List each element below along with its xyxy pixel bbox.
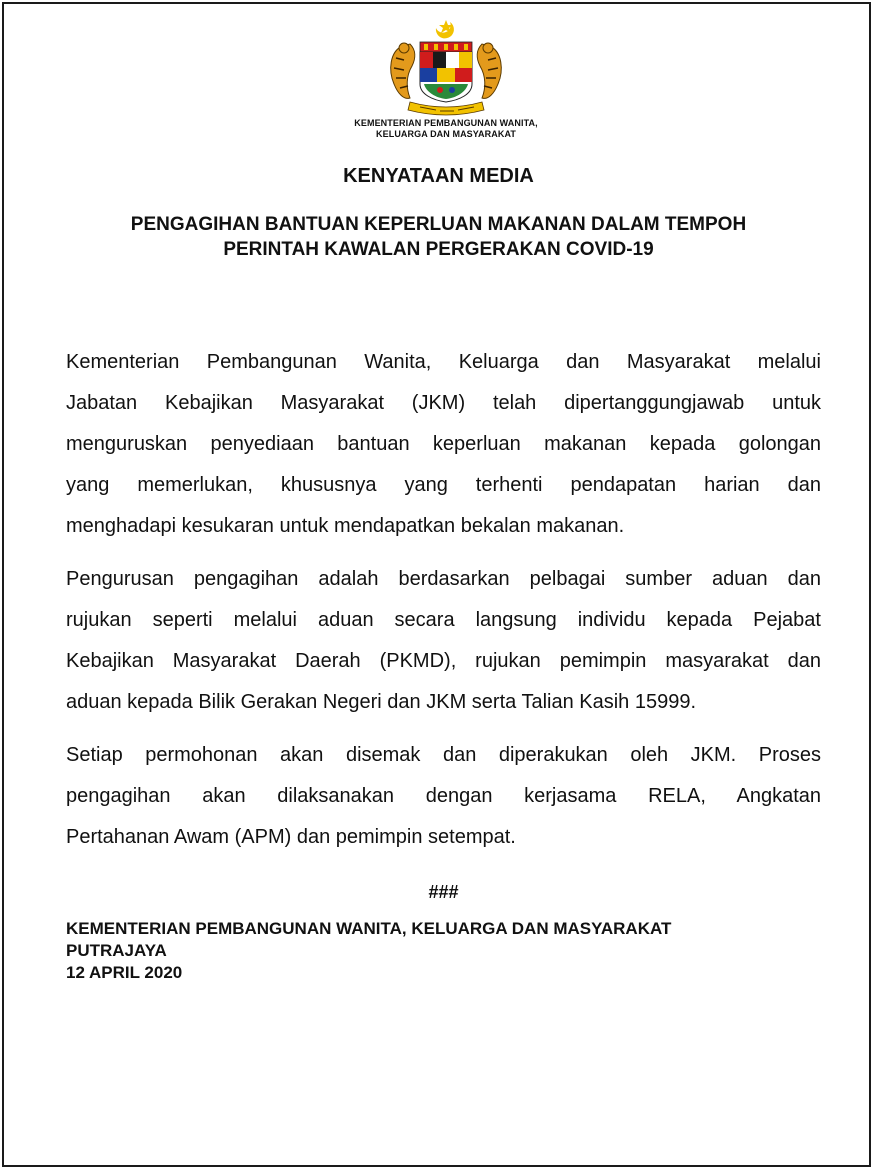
document-page <box>2 2 871 1167</box>
document-title-line2: PERINTAH KAWALAN PERGERAKAN COVID-19 <box>223 239 654 260</box>
ministry-header-line2: KELUARGA DAN MASYARAKAT <box>376 129 516 139</box>
paragraph-line: Pengurusan pengagihan adalah berdasarkan pelbagai sumber aduan dan <box>66 568 821 590</box>
paragraph-line: aduan kepada Bilik Gerakan Negeri dan JKM serta Talian Kasih 15999. <box>66 691 697 713</box>
end-separator: ### <box>428 882 459 902</box>
paragraph-1 <box>66 342 821 547</box>
paragraph-2 <box>66 559 821 723</box>
paragraph-line: Kebajikan Masyarakat Daerah (PKMD), rujukan pemimpin masyarakat dan <box>66 650 821 672</box>
signoff-date: 12 APRIL 2020 <box>66 963 183 982</box>
paragraph-line: Kementerian Pembangunan Wanita, Keluarga dan Masyarakat melalui <box>66 351 821 373</box>
paragraph-line: menguruskan penyediaan bantuan keperluan makanan kepada golongan <box>66 433 821 455</box>
paragraph-line: Jabatan Kebajikan Masyarakat (JKM) telah dipertanggungjawab untuk <box>66 392 821 414</box>
paragraph-line: pengagihan akan dilaksanakan dengan kerjasama RELA, Angkatan <box>66 785 821 807</box>
paragraph-line: rujukan seperti melalui aduan secara langsung individu kepada Pejabat <box>66 609 821 631</box>
paragraph-3 <box>66 735 821 858</box>
document-title <box>4 212 873 262</box>
paragraph-line: Setiap permohonan akan disemak dan diperakukan oleh JKM. Proses <box>66 744 821 766</box>
signoff <box>66 918 671 984</box>
paragraph-line: yang memerlukan, khususnya yang terhenti pendapatan harian dan <box>66 474 821 496</box>
malaysia-coat-of-arms-icon <box>380 18 512 118</box>
document-title-line1: PENGAGIHAN BANTUAN KEPERLUAN MAKANAN DALAM TEMPOH <box>130 214 747 235</box>
paragraph-line: Pertahanan Awam (APM) dan pemimpin setempat. <box>66 826 516 848</box>
paragraph-line: menghadapi kesukaran untuk mendapatkan bekalan makanan. <box>66 515 625 537</box>
ministry-header-line1: KEMENTERIAN PEMBANGUNAN WANITA, <box>354 118 538 128</box>
signoff-ministry: KEMENTERIAN PEMBANGUNAN WANITA, KELUARGA DAN MASYARAKAT <box>66 919 672 938</box>
document-type: KENYATAAN MEDIA <box>343 165 534 187</box>
ministry-header <box>304 118 588 140</box>
signoff-place: PUTRAJAYA <box>66 941 167 960</box>
